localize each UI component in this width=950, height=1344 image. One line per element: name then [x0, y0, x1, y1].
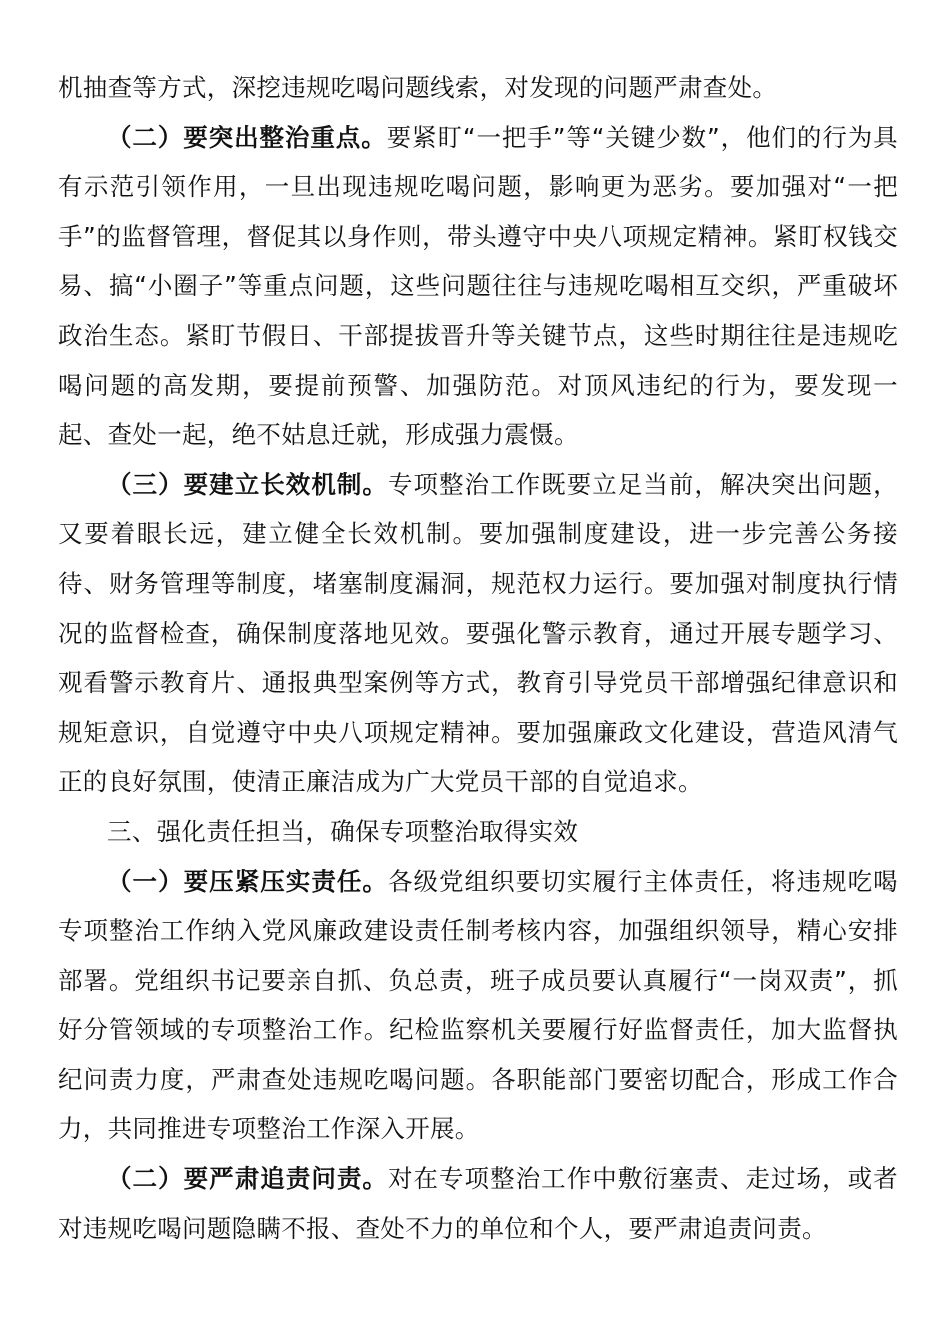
paragraph-lead-heading: （三）要建立长效机制。 [107, 469, 388, 499]
paragraph-text: 专项整治工作既要立足当前，解决突出问题，又要着眼长远，建立健全长效机制。要加强制度建设，进一步完善公务接待、财务管理等制度，堵塞制度漏洞，规范权力运行。要加强对制度执行情况的监督检查，确保制度落地见效。要强化警示教育，通过开展专题学习、观看警示教育片、通报典型案例等方式，教育引导党员干部增强纪律意识和规矩意识，自觉遵守中央八项规定精神。要加强廉政文化建设，营造风清气正的良好氛围，使清正廉洁成为广大党员干部的自觉追求。 [58, 469, 898, 797]
paragraph-text: 机抽查等方式，深挖违规吃喝问题线索，对发现的问题严肃查处。 [58, 73, 778, 102]
section-title: 三、强化责任担当，确保专项整治取得实效 [107, 816, 579, 846]
document-page [58, 63, 898, 1253]
paragraph-continuation [58, 63, 898, 113]
paragraph-lead-heading: （一）要压紧压实责任。 [107, 866, 388, 896]
paragraph-text: 各级党组织要切实履行主体责任，将违规吃喝专项整治工作纳入党风廉政建设责任制考核内容，加强组织领导，精心安排部署。党组织书记要亲自抓、负总责，班子成员要认真履行“一岗双责”，抓好分管领域的专项整治工作。纪检监察机关要履行好监督责任，加大监督执纪问责力度，严肃查处违规吃喝问题。各职能部门要密切配合，形成工作合力，共同推进专项整治工作深入开展。 [58, 866, 898, 1144]
paragraph-lead-heading: （二）要突出整治重点。 [107, 122, 387, 152]
paragraph-lead-heading: （二）要严肃追责问责。 [107, 1164, 388, 1194]
paragraph-long-term-mechanism [58, 460, 898, 807]
paragraph-text: 对在专项整治工作中敷衍塞责、走过场，或者对违规吃喝问题隐瞒不报、查处不力的单位和个人，要严肃追责问责。 [58, 1164, 898, 1243]
paragraph-accountability [58, 1154, 898, 1253]
paragraph-focus-priorities [58, 113, 898, 460]
paragraph-responsibility [58, 857, 898, 1155]
paragraph-text: 要紧盯“一把手”等“关键少数”，他们的行为具有示范引领作用，一旦出现违规吃喝问题，影响更为恶劣。要加强对“一把手”的监督管理，督促其以身作则，带头遵守中央八项规定精神。紧盯权钱交易、搞“小圈子”等重点问题，这些问题往往与违规吃喝相互交织，严重破坏政治生态。紧盯节假日、干部提拔晋升等关键节点，这些时期往往是违规吃喝问题的高发期，要提前预警、加强防范。对顶风违纪的行为，要发现一起、查处一起，绝不姑息迁就，形成强力震慑。 [58, 122, 898, 450]
